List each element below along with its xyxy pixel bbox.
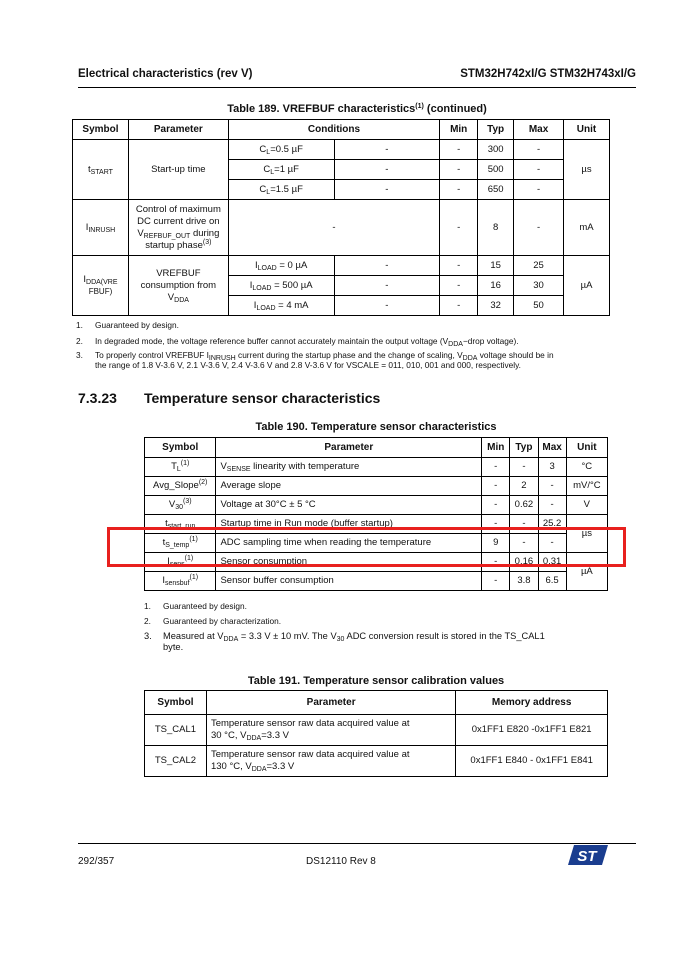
table-row <box>145 572 608 591</box>
parameter-cell: Voltage at 30°C ± 5 °C <box>216 496 482 515</box>
symbol-cell: TS_CAL2 <box>145 746 207 777</box>
max-cell: 25.2 <box>538 515 566 534</box>
parameter-cell: Temperature sensor raw data acquired value at 30 °C, $V_{DDA}=3.3$ V <box>206 715 455 746</box>
cond-cell: $I_{LOAD} = 500$ µA <box>228 276 334 296</box>
min-cell: 9 <box>482 534 510 553</box>
col-header-conditions: Conditions <box>228 120 439 140</box>
min-cell: - <box>440 276 478 296</box>
table189 <box>72 119 610 316</box>
table-row <box>145 496 608 515</box>
table190-note-1: 1. Guaranteed by design. <box>144 601 247 611</box>
typ-cell: - <box>510 515 538 534</box>
section-title: Temperature sensor characteristics <box>144 390 381 406</box>
symbol-cell: TS_CAL1 <box>145 715 207 746</box>
st-logo-icon <box>568 844 608 866</box>
col-header-symbol: Symbol <box>145 691 207 715</box>
min-cell: - <box>482 572 510 591</box>
highlight-box <box>107 527 626 567</box>
parameter-cell: Temperature sensor raw data acquired value at 130 °C, $V_{DDA}=3.3$ V <box>206 746 455 777</box>
typ-cell: 0.62 <box>510 496 538 515</box>
col-header-unit: Unit <box>564 120 610 140</box>
symbol-cell: $T_L^{(1)}$ <box>145 458 216 477</box>
max-cell: 50 <box>514 296 564 316</box>
cond2-cell: - <box>334 256 440 276</box>
header-left: Electrical characteristics (rev V) <box>78 68 253 80</box>
tstart-parameter: Start-up time <box>128 140 228 200</box>
col-header-max: Max <box>538 438 566 458</box>
footer-rule <box>78 843 636 844</box>
min-cell: - <box>440 296 478 316</box>
typ-cell: - <box>510 534 538 553</box>
inrush-parameter: Control of maximum DC current drive on $V_{REFBUF\_OUT}$ during startup phase$^{(3)}$ <box>128 200 228 256</box>
st-logo-text: ST <box>577 848 597 865</box>
cond2-cell: - <box>334 296 440 316</box>
max-cell: - <box>538 477 566 496</box>
typ-cell: 16 <box>478 276 514 296</box>
parameter-cell: $V_{SENSE}$ linearity with temperature <box>216 458 482 477</box>
max-cell: - <box>514 140 564 160</box>
table190-note-2: 2. Guaranteed by characterization. <box>144 616 282 626</box>
unit-cell: mV/°C <box>566 477 607 496</box>
min-cell: - <box>440 160 478 180</box>
table-row <box>73 140 610 160</box>
min-cell: - <box>440 140 478 160</box>
typ-cell: 3.8 <box>510 572 538 591</box>
min-cell: - <box>440 256 478 276</box>
unit-cell: °C <box>566 458 607 477</box>
cond-cell: $I_{LOAD} = 0$ µA <box>228 256 334 276</box>
header-rule <box>78 87 636 88</box>
idda-parameter: VREFBUF consumption from $V_{DDA}$ <box>128 256 228 316</box>
typ-cell: 15 <box>478 256 514 276</box>
cond-cell: $C_L=1$ µF <box>228 160 334 180</box>
max-cell: - <box>514 160 564 180</box>
min-cell: - <box>482 515 510 534</box>
table190-note-3: 3. Measured at $V_{DDA} = 3.3$ V ± 10 mV. The $V_{30}$ ADC conversion result is stored in the TS_CAL1 byte. <box>144 631 545 652</box>
typ-cell: 500 <box>478 160 514 180</box>
table191 <box>144 690 608 777</box>
parameter-cell: Sensor consumption <box>216 553 482 572</box>
symbol-cell: $I_{sensbuf}^{(1)}$ <box>145 572 216 591</box>
typ-cell: 8 <box>478 200 514 256</box>
table189-note-2: 2. In degraded mode, the voltage reference buffer cannot accurately maintain the output voltage ($V_{DDA}-drop$ voltage). <box>76 336 519 348</box>
min-cell: - <box>482 458 510 477</box>
parameter-cell: Sensor buffer consumption <box>216 572 482 591</box>
symbol-cell: $I_{sens}^{(1)}$ <box>145 553 216 572</box>
table191-caption: Table 191. Temperature sensor calibration values <box>247 675 505 687</box>
table189-note-1: 1. Guaranteed by design. <box>76 320 179 330</box>
col-header-parameter: Parameter <box>216 438 482 458</box>
col-header-max: Max <box>514 120 564 140</box>
unit-cell: µs <box>564 140 610 200</box>
table-row <box>145 477 608 496</box>
symbol-cell: Avg_Slope$^{(2)}$ <box>145 477 216 496</box>
tstart-symbol: $t_{START}$ <box>73 140 129 200</box>
page-number: 292/357 <box>78 856 115 867</box>
max-cell: 25 <box>514 256 564 276</box>
max-cell: 0.31 <box>538 553 566 572</box>
cond2-cell: - <box>334 276 440 296</box>
inrush-conditions: - <box>228 200 439 256</box>
table191-header-row <box>145 691 608 715</box>
unit-cell: µs <box>566 515 607 553</box>
cond-cell: $I_{LOAD} = 4$ mA <box>228 296 334 316</box>
cond-cell: $C_L=0.5$ µF <box>228 140 334 160</box>
table-row <box>145 746 608 777</box>
col-header-parameter: Parameter <box>206 691 455 715</box>
cond2-cell: - <box>334 160 440 180</box>
unit-cell: V <box>566 496 607 515</box>
col-header-typ: Typ <box>510 438 538 458</box>
min-cell: - <box>482 553 510 572</box>
max-cell: - <box>538 534 566 553</box>
idda-symbol: $I_{DDA(VRE}$ FBUF) <box>73 256 129 316</box>
max-cell: - <box>514 180 564 200</box>
table-row <box>145 715 608 746</box>
max-cell: 30 <box>514 276 564 296</box>
symbol-cell: $t_{S\_temp}^{(1)}$ <box>145 534 216 553</box>
address-cell: 0x1FF1 E840 - 0x1FF1 E841 <box>456 746 608 777</box>
parameter-cell: Average slope <box>216 477 482 496</box>
symbol-cell: $t_{start\_run}$ <box>145 515 216 534</box>
min-cell: - <box>440 200 478 256</box>
table189-header-row <box>73 120 610 140</box>
min-cell: - <box>440 180 478 200</box>
min-cell: - <box>482 496 510 515</box>
typ-cell: 32 <box>478 296 514 316</box>
address-cell: 0x1FF1 E820 -0x1FF1 E821 <box>456 715 608 746</box>
table190-header-row <box>145 438 608 458</box>
cond2-cell: - <box>334 140 440 160</box>
doc-revision: DS12110 Rev 8 <box>306 856 376 867</box>
table190 <box>144 437 608 591</box>
typ-cell: 2 <box>510 477 538 496</box>
table-row <box>73 200 610 256</box>
typ-cell: 0.16 <box>510 553 538 572</box>
typ-cell: 650 <box>478 180 514 200</box>
col-header-symbol: Symbol <box>145 438 216 458</box>
cond2-cell: - <box>334 180 440 200</box>
unit-cell: mA <box>564 200 610 256</box>
parameter-cell: ADC sampling time when reading the temperature <box>216 534 482 553</box>
symbol-cell: $V_{30}^{(3)}$ <box>145 496 216 515</box>
inrush-symbol: $I_{INRUSH}$ <box>73 200 129 256</box>
col-header-symbol: Symbol <box>73 120 129 140</box>
max-cell: 6.5 <box>538 572 566 591</box>
col-header-unit: Unit <box>566 438 607 458</box>
max-cell: - <box>538 496 566 515</box>
col-header-min: Min <box>440 120 478 140</box>
unit-cell: µA <box>564 256 610 316</box>
typ-cell: 300 <box>478 140 514 160</box>
table190-caption: Table 190. Temperature sensor characteristics <box>255 421 497 433</box>
cond-cell: $C_L=1.5$ µF <box>228 180 334 200</box>
table189-caption: Table 189. VREFBUF characteristics$^{(1)}$ (continued) <box>227 103 487 115</box>
section-number: 7.3.23 <box>78 390 117 406</box>
col-header-typ: Typ <box>478 120 514 140</box>
typ-cell: - <box>510 458 538 477</box>
table-row <box>145 458 608 477</box>
col-header-memory-address: Memory address <box>456 691 608 715</box>
col-header-parameter: Parameter <box>128 120 228 140</box>
header-right: STM32H742xI/G STM32H743xI/G <box>460 68 636 80</box>
table-row <box>73 256 610 276</box>
max-cell: 3 <box>538 458 566 477</box>
parameter-cell: Startup time in Run mode (buffer startup) <box>216 515 482 534</box>
max-cell: - <box>514 200 564 256</box>
table189-note-3: 3. To properly control VREFBUF $I_{INRUSH}$ current during the startup phase and the change of scaling, $V_{DDA}$ voltage should be in the range of 1.8 V-3.6 V, 2.1 V-3.6 V, 2.4 V-3.6 V and 2.8 V-3.6 V for VSCALE = 011, 010, 001 and 000, respectively. <box>76 350 554 370</box>
col-header-min: Min <box>482 438 510 458</box>
unit-cell: µA <box>566 553 607 591</box>
min-cell: - <box>482 477 510 496</box>
